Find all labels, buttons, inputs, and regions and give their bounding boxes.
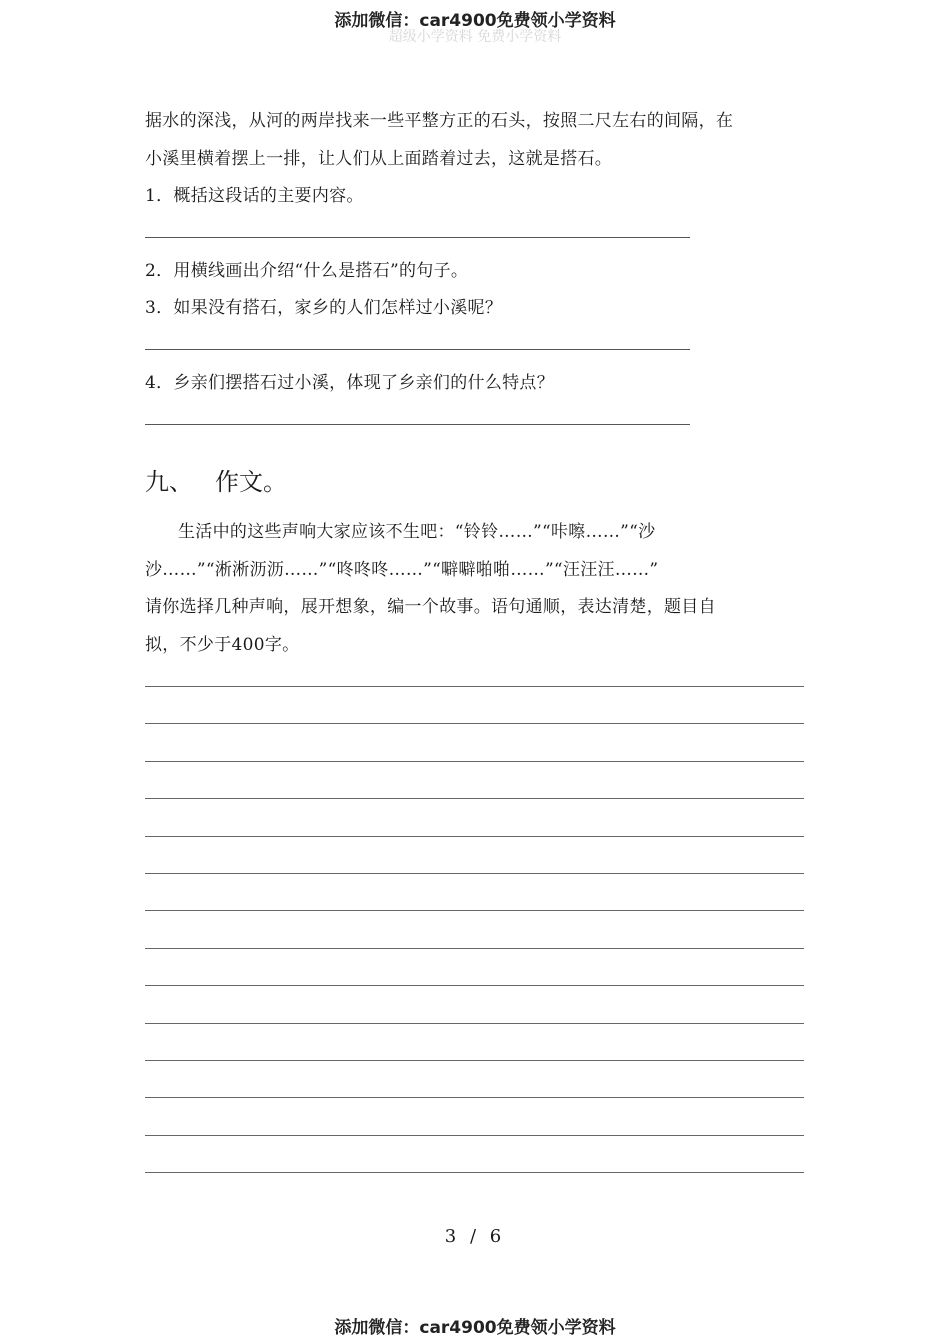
writing-line[interactable] <box>145 1023 804 1060</box>
writing-line[interactable] <box>145 1097 804 1134</box>
passage-line-2: 小溪里横着摆上一排，让人们从上面踏着过去，这就是搭石。 <box>145 149 613 169</box>
question-2: 2．用横线画出介绍“什么是搭石”的句子。 <box>145 261 469 281</box>
prompt-line-4: 拟，不少于400字。 <box>145 635 300 655</box>
writing-line[interactable] <box>145 948 804 985</box>
answer-line-3[interactable] <box>145 349 690 350</box>
passage-line-1: 据水的深浅，从河的两岸找来一些平整方正的石头，按照二尺左右的间隔，在 <box>145 111 734 131</box>
question-1: 1．概括这段话的主要内容。 <box>145 186 364 206</box>
writing-line[interactable] <box>145 836 804 873</box>
prompt-line-3: 请你选择几种声响，展开想象，编一个故事。语句通顺，表达清楚，题目自 <box>145 597 716 617</box>
watermark-bottom: 添加微信：car4900免费领小学资料 <box>334 1318 616 1338</box>
composition-writing-area[interactable] <box>145 686 804 1209</box>
question-4: 4．乡亲们摆搭石过小溪，体现了乡亲们的什么特点？ <box>145 373 555 393</box>
writing-line[interactable] <box>145 723 804 760</box>
writing-line[interactable] <box>145 686 804 723</box>
prompt-line-2: 沙……”“淅淅沥沥……”“咚咚咚……”“噼噼啪啪……”“汪汪汪……” <box>145 560 659 580</box>
writing-line[interactable] <box>145 761 804 798</box>
writing-line[interactable] <box>145 798 804 835</box>
watermark-top: 添加微信：car4900免费领小学资料 <box>334 11 616 31</box>
section-heading <box>145 462 287 497</box>
writing-line[interactable] <box>145 1172 804 1209</box>
answer-line-1[interactable] <box>145 237 690 238</box>
page-number: 3 / 6 <box>444 1226 506 1247</box>
writing-line[interactable] <box>145 873 804 910</box>
writing-line[interactable] <box>145 1135 804 1172</box>
faded-header: 超级小学资料 免费小学资料 <box>388 29 562 45</box>
writing-line[interactable] <box>145 910 804 947</box>
writing-line[interactable] <box>145 1060 804 1097</box>
answer-line-4[interactable] <box>145 424 690 425</box>
section-number: 九、 <box>145 468 193 496</box>
section-title: 作文。 <box>215 468 287 496</box>
writing-line[interactable] <box>145 985 804 1022</box>
prompt-line-1: 生活中的这些声响大家应该不生吧：“铃铃……”“咔嚓……”“沙 <box>178 522 656 542</box>
question-3: 3．如果没有搭石，家乡的人们怎样过小溪呢？ <box>145 298 503 318</box>
